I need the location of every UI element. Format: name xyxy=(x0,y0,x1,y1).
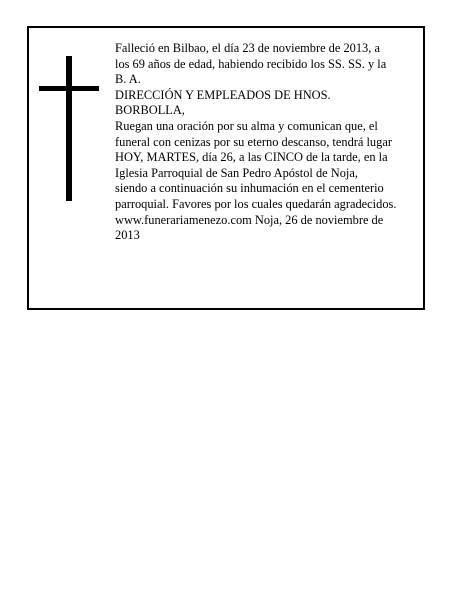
notice-line: funeral con cenizas por su eterno descanso, tendrá lugar xyxy=(115,134,392,149)
notice-line: los 69 años de edad, habiendo recibido los SS. SS. y la xyxy=(115,56,387,71)
obituary-notice xyxy=(27,26,425,310)
notice-line: Ruegan una oración por su alma y comunican que, el xyxy=(115,118,378,133)
notice-line: www.funerariamenezo.com Noja, 26 de noviembre de xyxy=(115,212,384,227)
notice-line: Iglesia Parroquial de San Pedro Apóstol de Noja, xyxy=(115,165,358,180)
cross-icon xyxy=(39,56,99,201)
notice-line: HOY, MARTES, día 26, a las CINCO de la tarde, en la xyxy=(115,150,388,165)
cross-vertical-bar xyxy=(66,56,72,201)
notice-line: DIRECCIÓN Y EMPLEADOS DE HNOS. xyxy=(115,87,331,102)
cross-horizontal-bar xyxy=(39,86,99,91)
notice-text xyxy=(115,41,423,244)
notice-line: 2013 xyxy=(115,228,140,243)
notice-line: BORBOLLA, xyxy=(115,103,185,118)
notice-line: parroquial. Favores por los cuales quedarán agradecidos. xyxy=(115,196,397,211)
notice-line: siendo a continuación su inhumación en el cementerio xyxy=(115,181,384,196)
notice-line: Falleció en Bilbao, el día 23 de noviembre de 2013, a xyxy=(115,41,380,55)
notice-line: B. A. xyxy=(115,72,141,87)
